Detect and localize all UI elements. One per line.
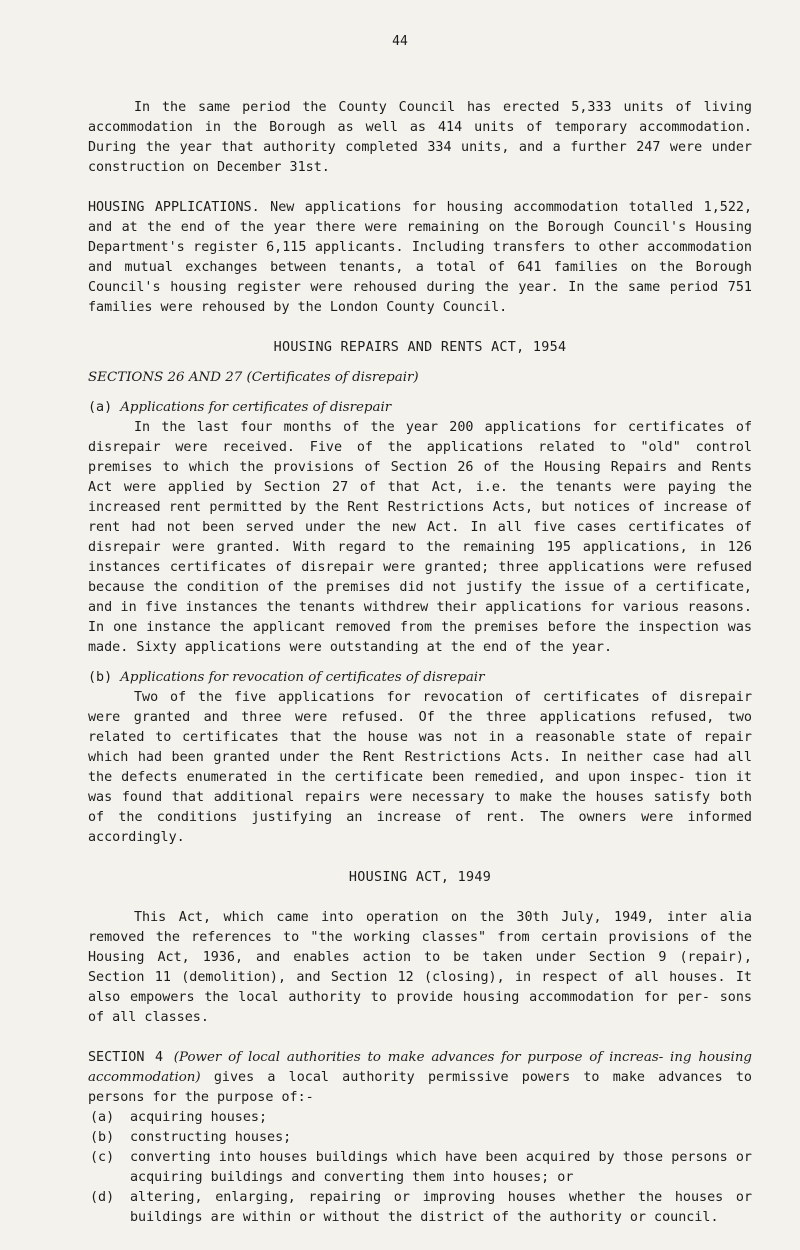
heading-repairs-rents-act: HOUSING REPAIRS AND RENTS ACT, 1954 — [273, 340, 567, 355]
section-lead-housing-applications: HOUSING APPLICATIONS. — [88, 200, 260, 215]
paragraph-county-council: In the same period the County Council has erected 5,333 units of living accommodation in the Borough as well as 414 units of temporary accommodation. During the year that authority completed 334 units, and a further 247 were under construction on December 31st. — [88, 100, 752, 175]
paragraph-housing-act-1949: This Act, which came into operation on the 30th July, 1949, inter alia removed the references to "the working classes" from certain provisions of the Housing Act, 1936, and enables action to be taken under Section 9 (repair), Section 11 (demolition), and Section 12 (closing), in respect of all houses. It also empowers the local authority to provide housing accommodation for per- sons of all classes. — [88, 910, 752, 1025]
page-content — [88, 98, 752, 1228]
paragraph-housing-applications: HOUSING APPLICATIONS. New applications for housing accommodation totalled 1,522, and at the end of the year there were remaining on the Borough Council's Housing Department's register 6,115 applicants. Including transfers to other accommodation and mutual exchanges between tenants, a total of 641 families on the Borough Council's housing register were rehoused during the year. In the same period 751 families were rehoused by the London County Council. — [88, 200, 753, 315]
section-lead-section-4: SECTION 4 — [88, 1050, 164, 1065]
paragraph-certificates-disrepair: In the last four months of the year 200 applications for certificates of disrepair were received. Five of the applications related to "old" control premises to which the provisions of Section 26 of the Housing Repairs and Rents Act were applied by Section 27 of that Act, i.e. the tenants were paying the increased rent permitted by the Rent Restrictions Acts, but notices of increase of rent had not been served under the new Act. In all five cases certificates of disrepair were granted. With regard to the remaining 195 applications, in 126 instances certificates of disrepair were granted; three applications were refused because the condition of the premises did not justify the issue of a certificate, and in five instances the tenants withdrew their applications for various reasons. In one instance the applicant removed from the premises before the inspection was made. Sixty applications were outstanding at the end of the year. — [88, 420, 752, 655]
heading-housing-act-1949: HOUSING ACT, 1949 — [348, 870, 492, 885]
list-item: (a) acquiring houses; — [90, 1110, 268, 1125]
subheading-a: (a) Applications for certificates of disrepair — [88, 400, 392, 415]
list-item: (b) constructing houses; — [90, 1130, 292, 1145]
list-item: (c) converting into houses buildings which have been acquired by those persons or acquiring buildings and converting them into houses; or — [90, 1150, 752, 1185]
heading-sections-26-27: SECTIONS 26 AND 27 (Certificates of disrepair) — [88, 370, 419, 385]
purpose-list — [88, 1108, 752, 1228]
list-item: (d) altering, enlarging, repairing or improving houses whether the houses or buildings are within or without the district of the authority or council. — [90, 1190, 752, 1225]
paragraph-revocation: Two of the five applications for revocation of certificates of disrepair were granted and three were refused. Of the three applications refused, two related to certificates that the house was not in a reasonable state of repair which had been granted under the Rent Restrictions Acts. In neither case had all the defects enumerated in the certificate been remedied, and upon inspec- tion it was found that additional repairs were necessary to make the houses satisfy both of the conditions justifying an increase of rent. The owners were informed accordingly. — [88, 690, 752, 845]
page-number: 44 — [392, 34, 408, 49]
subheading-b: (b) Applications for revocation of certificates of disrepair — [88, 670, 485, 685]
paragraph-section-4: SECTION 4 (Power of local authorities to make advances for purpose of increas- ing housing accommodation) gives a local authority permissive powers to make advances to persons for the purpose of:- — [88, 1050, 753, 1105]
